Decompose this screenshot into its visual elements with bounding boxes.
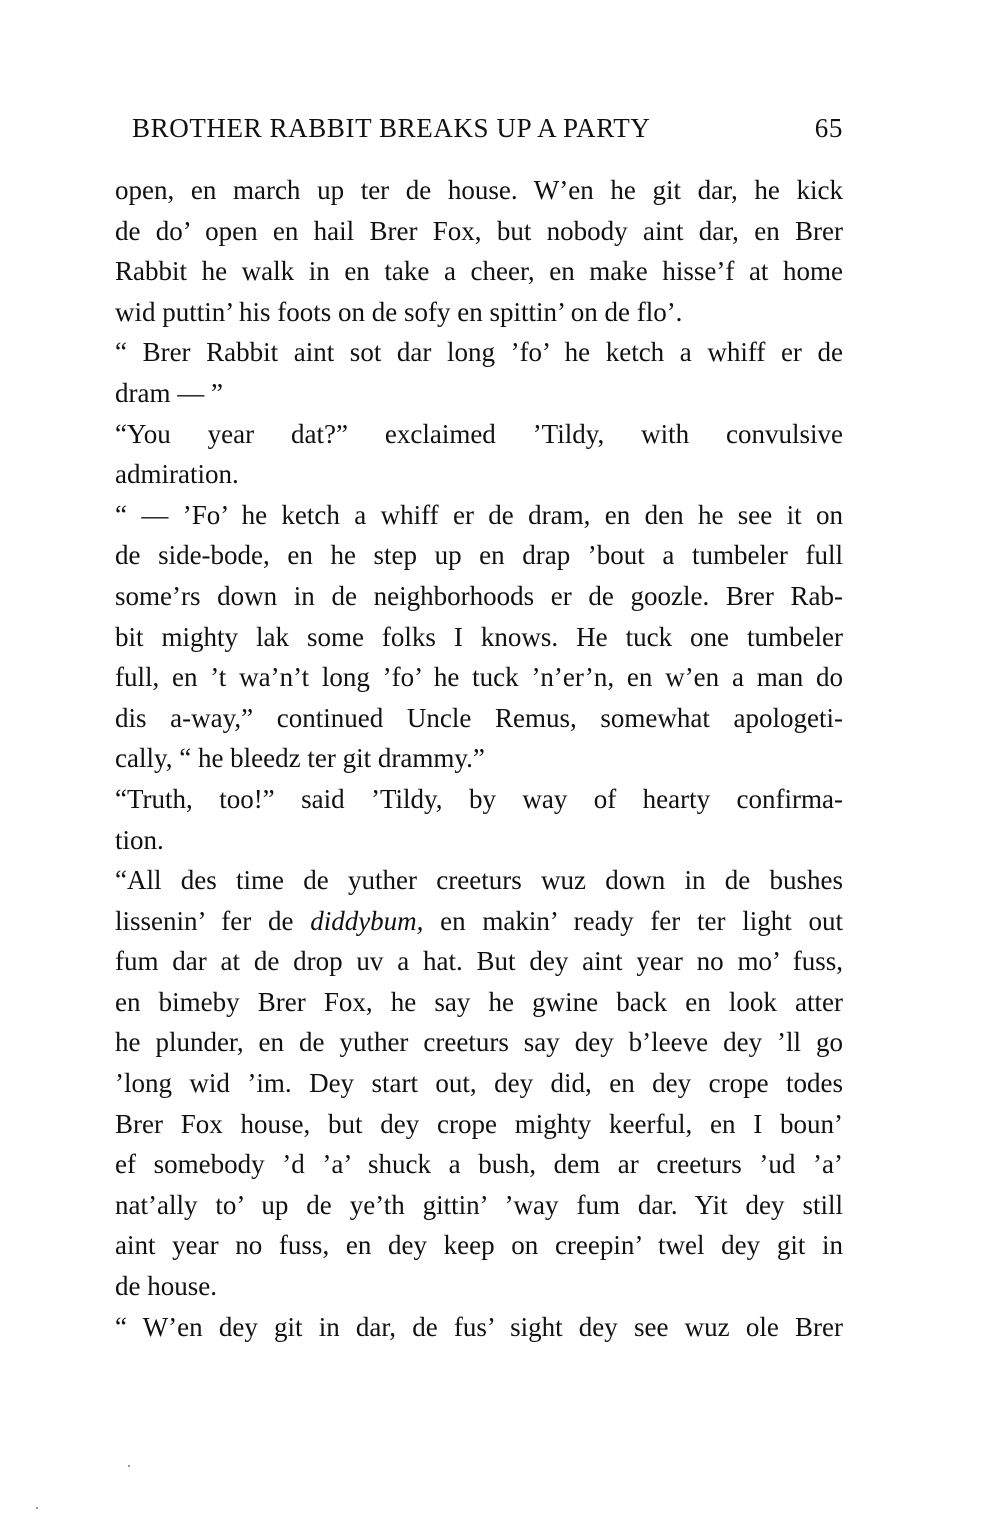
text-line-6: dram — ” bbox=[115, 377, 223, 408]
text-line-25: ef somebody ’d ’a’ shuck a bush, dem ar creeturs ’ud ’a’ bbox=[115, 1149, 843, 1180]
book-page bbox=[115, 0, 843, 1536]
scan-speck bbox=[36, 1507, 38, 1509]
chapter-title: BROTHER RABBIT BREAKS UP A PARTY bbox=[132, 113, 651, 143]
text-line-21: en bimeby Brer Fox, he say he gwine back en look atter bbox=[115, 986, 843, 1017]
running-head bbox=[115, 113, 843, 153]
text-line-20: fum dar at de drop uv a hat. But dey aint year no mo’ fuss, bbox=[115, 946, 843, 977]
scan-speck bbox=[128, 1465, 130, 1467]
text-line-17: tion. bbox=[115, 824, 164, 855]
page-number: 65 bbox=[814, 113, 843, 143]
text-line-2: de do’ open en hail Brer Fox, but nobody aint dar, en Brer bbox=[115, 215, 843, 246]
text-line-26: nat’ally to’ up de ye’th gittin’ ’way fum dar. Yit dey still bbox=[115, 1189, 843, 1220]
text-line-4: wid puttin’ his foots on de sofy en spittin’ on de flo’. bbox=[115, 296, 683, 327]
text-line-9: “ — ’Fo’ he ketch a whiff er de dram, en den he see it on bbox=[115, 499, 843, 530]
text-line-24: Brer Fox house, but dey crope mighty keerful, en I boun’ bbox=[115, 1108, 843, 1139]
text-line-5: “ Brer Rabbit aint sot dar long ’fo’ he ketch a whiff er de bbox=[115, 337, 843, 368]
body-text bbox=[115, 170, 843, 1347]
text-line-27: aint year no fuss, en dey keep on creepin’ twel dey git in bbox=[115, 1230, 843, 1261]
text-line-16: “Truth, too!” said ’Tildy, by way of hearty confirma- bbox=[115, 783, 843, 814]
text-line-29: “ W’en dey git in dar, de fus’ sight dey see wuz ole Brer bbox=[115, 1311, 843, 1342]
text-line-22: he plunder, en de yuther creeturs say dey b’leeve dey ’ll go bbox=[115, 1027, 843, 1058]
text-line-14: dis a-way,” continued Uncle Remus, somewhat apologeti- bbox=[115, 702, 843, 733]
text-line-13: full, en ’t wa’n’t long ’fo’ he tuck ’n’er’n, en w’en a man do bbox=[115, 662, 843, 693]
text-line-19 bbox=[115, 901, 843, 942]
text-line-12: bit mighty lak some folks I knows. He tuck one tumbeler bbox=[115, 621, 843, 652]
italic-word: diddybum, bbox=[310, 905, 424, 936]
text-line-19-start: lissenin’ fer de bbox=[115, 905, 294, 936]
text-line-8: admiration. bbox=[115, 459, 239, 490]
text-line-19-end: en makin’ ready fer ter light out bbox=[440, 905, 844, 936]
text-line-28: de house. bbox=[115, 1271, 217, 1302]
text-line-3: Rabbit he walk in en take a cheer, en make hisse’f at home bbox=[115, 256, 843, 287]
text-line-11: some’rs down in de neighborhoods er de goozle. Brer Rab- bbox=[115, 580, 843, 611]
text-line-1: open, en march up ter de house. W’en he git dar, he kick bbox=[115, 175, 843, 205]
text-line-7: “You year dat?” exclaimed ’Tildy, with convulsive bbox=[115, 418, 843, 449]
text-line-18: “All des time de yuther creeturs wuz down in de bushes bbox=[115, 865, 843, 896]
text-line-10: de side-bode, en he step up en drap ’bout a tumbeler full bbox=[115, 540, 843, 571]
text-line-23: ’long wid ’im. Dey start out, dey did, en dey crope todes bbox=[115, 1068, 843, 1099]
text-line-15: cally, “ he bleedz ter git drammy.” bbox=[115, 743, 485, 774]
